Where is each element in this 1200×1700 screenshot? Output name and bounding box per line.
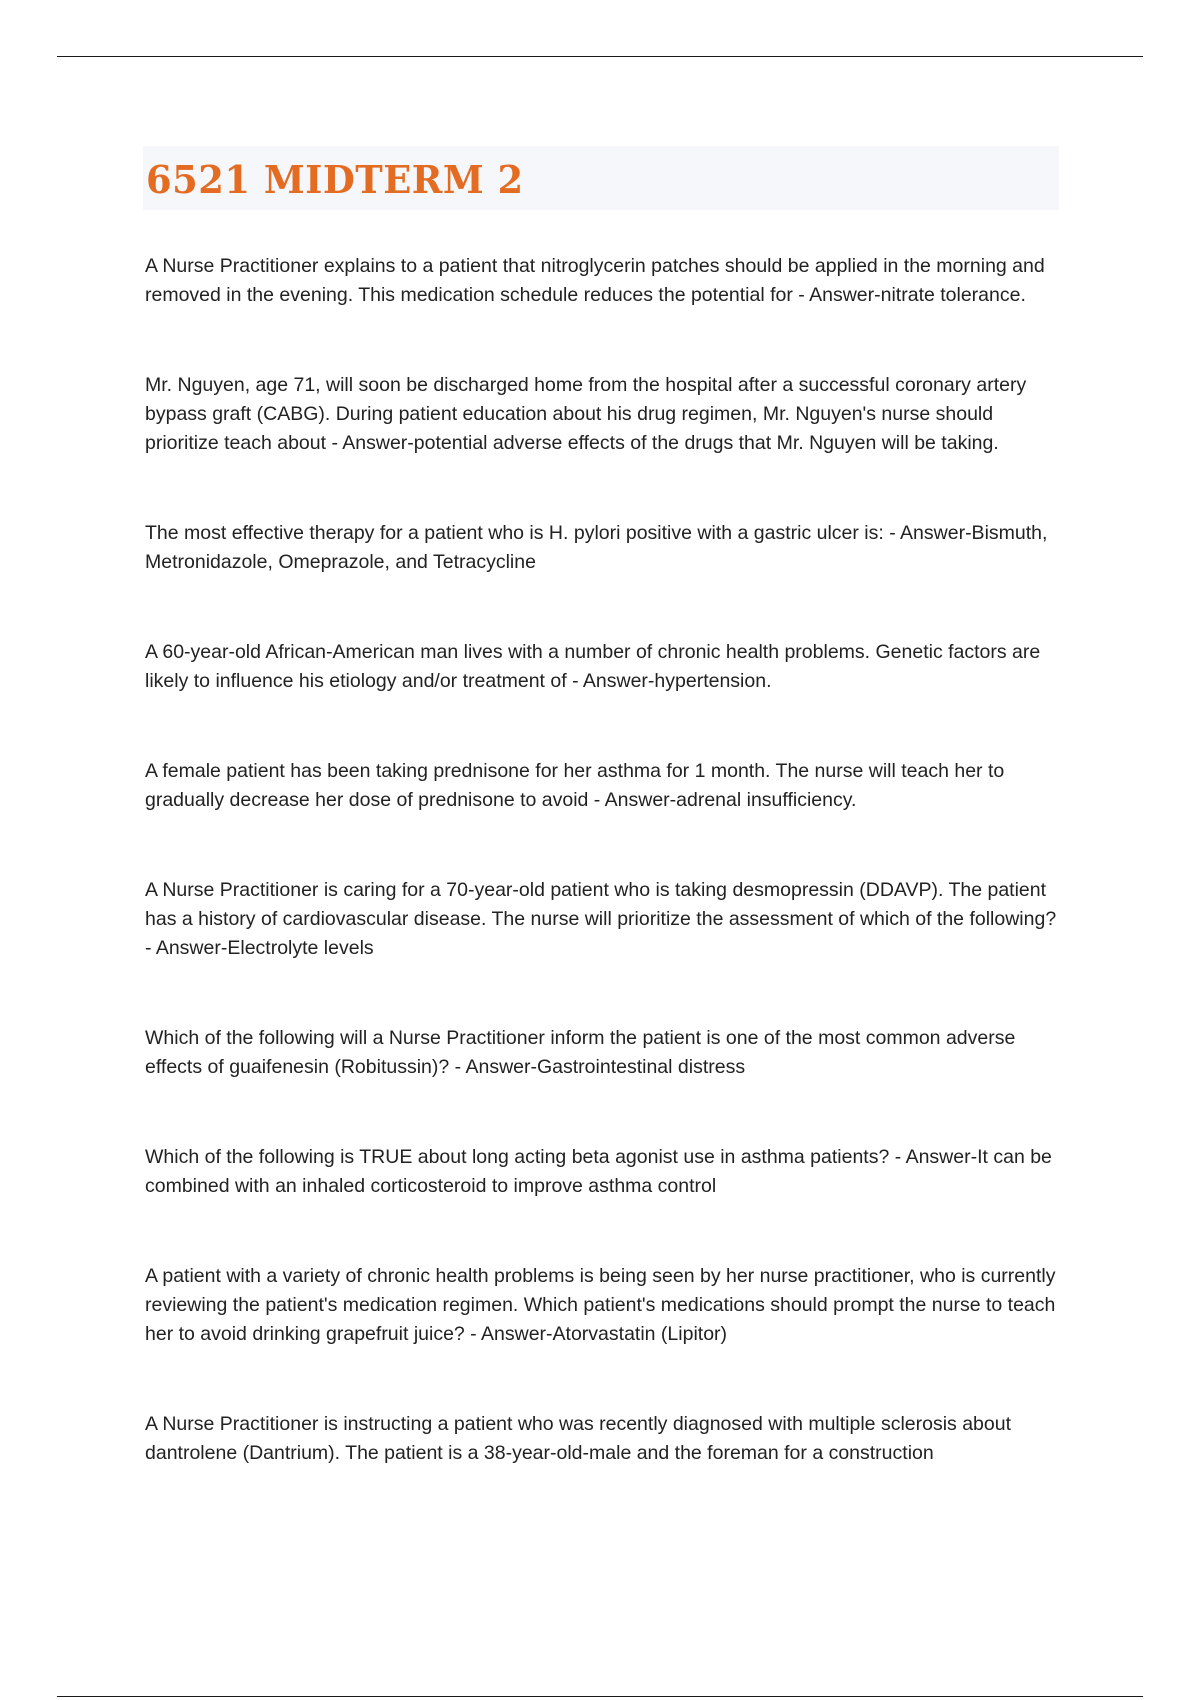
qa-item-5: A female patient has been taking prednisone for her asthma for 1 month. The nurse will teach her to gradually decrease her dose of prednisone to avoid - Answer-adrenal insufficiency.	[145, 760, 1005, 811]
qa-item-7: Which of the following will a Nurse Practitioner inform the patient is one of the most common adverse effects of guaifenesin (Robitussin)? - Answer-Gastrointestinal distress	[145, 1027, 1016, 1078]
document-title: 6521 MIDTERM 2	[146, 157, 524, 202]
question-answer-list	[145, 252, 1067, 1468]
qa-item-6: A Nurse Practitioner is caring for a 70-year-old patient who is taking desmopressin (DDAVP). The patient has a history of cardiovascular disease. The nurse will prioritize the assessment of which of the following? - Answer-Electrolyte levels	[145, 879, 1057, 959]
qa-item-1: A Nurse Practitioner explains to a patient that nitroglycerin patches should be applied in the morning and removed in the evening. This medication schedule reduces the potential for - Answer-nitrate tolerance.	[145, 255, 1045, 306]
qa-item-3: The most effective therapy for a patient who is H. pylori positive with a gastric ulcer is: - Answer-Bismuth, Metronidazole, Omeprazole, and Tetracycline	[145, 522, 1048, 573]
qa-item-2: Mr. Nguyen, age 71, will soon be discharged home from the hospital after a successful coronary artery bypass graft (CABG). During patient education about his drug regimen, Mr. Nguyen's nurse should prioritize teach about - Answer-potential adverse effects of the drugs that Mr. Nguyen will be taking.	[145, 374, 1027, 454]
qa-item-10: A Nurse Practitioner is instructing a patient who was recently diagnosed with multiple sclerosis about dantrolene (Dantrium). The patient is a 38-year-old-male and the foreman for a construction	[145, 1413, 1012, 1464]
page-bottom-rule	[57, 1696, 1143, 1697]
qa-item-9: A patient with a variety of chronic health problems is being seen by her nurse practitioner, who is currently reviewing the patient's medication regimen. Which patient's medications should prompt the nurse to teach her to avoid drinking grapefruit juice? - Answer-Atorvastatin (Lipitor)	[145, 1265, 1056, 1345]
qa-item-8: Which of the following is TRUE about long acting beta agonist use in asthma patients? - Answer-It can be combined with an inhaled corticosteroid to improve asthma control	[145, 1146, 1052, 1197]
page-top-rule	[57, 56, 1143, 57]
qa-item-4: A 60-year-old African-American man lives with a number of chronic health problems. Genetic factors are likely to influence his etiology and/or treatment of - Answer-hypertension.	[145, 641, 1041, 692]
